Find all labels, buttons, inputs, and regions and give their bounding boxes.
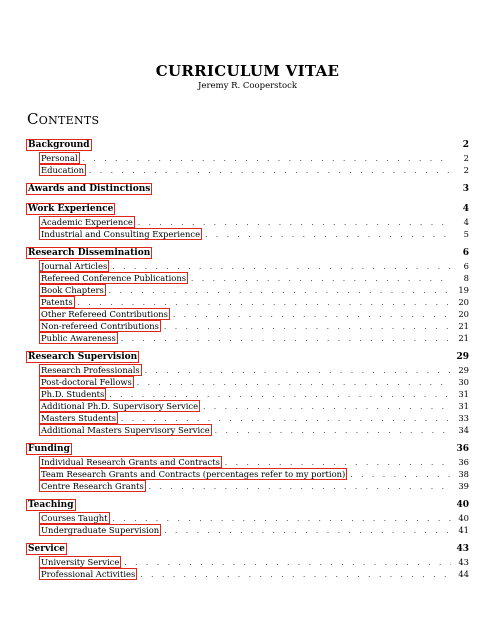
toc-link[interactable]: Undergraduate Supervision [41,525,160,535]
toc-section [27,498,469,536]
toc-subsection-entry[interactable] [27,480,469,492]
toc-link[interactable]: Masters Students [41,413,117,423]
page-number: 2 [462,140,469,150]
page-number: 43 [458,557,469,567]
dot-leader [203,401,451,413]
toc-subsection-entry[interactable] [27,512,469,524]
toc-subsection-entry[interactable] [27,556,469,568]
toc-subsection-entry[interactable] [27,456,469,468]
toc-link[interactable]: Refereed Conference Publications [41,273,187,283]
dot-leader [137,377,451,389]
toc-link[interactable]: Additional Masters Supervisory Service [41,425,210,435]
page-number: 34 [458,425,469,435]
dot-leader [124,557,451,569]
dot-leader [113,513,451,525]
toc-subsection-entry[interactable] [27,424,469,436]
toc-link[interactable]: Academic Experience [41,217,133,227]
dot-leader [205,229,451,241]
toc-link[interactable]: Centre Research Grants [41,481,144,491]
page-number: 6 [463,261,469,271]
toc-link[interactable]: Professional Activities [41,569,136,579]
toc-link[interactable]: Additional Ph.D. Supervisory Service [41,401,199,411]
dot-leader [121,333,451,345]
toc-link[interactable]: Teaching [28,500,74,510]
dot-leader [215,425,451,437]
dot-leader [164,321,451,333]
toc-link[interactable]: University Service [41,557,120,567]
toc-subsection-entry[interactable] [27,296,469,308]
table-of-contents [27,138,469,586]
toc-subsection-entry[interactable] [27,272,469,284]
toc-section-entry[interactable] [27,498,469,512]
toc-section [27,350,469,436]
page-number: 33 [458,413,469,423]
toc-subsection-entry[interactable] [27,228,469,240]
page-number: 2 [463,165,469,175]
page-number: 44 [458,569,469,579]
dot-leader [173,309,451,321]
document-title: CURRICULUM VITAE [155,62,340,80]
toc-section-entry[interactable] [27,542,469,556]
page-number: 36 [456,444,469,454]
toc-link[interactable]: Service [28,544,65,554]
toc-link[interactable]: Individual Research Grants and Contracts [41,457,220,467]
toc-subsection-entry[interactable] [27,468,469,480]
toc-section [27,542,469,580]
toc-link[interactable]: Ph.D. Students [41,389,105,399]
toc-subsection-entry[interactable] [27,388,469,400]
toc-link[interactable]: Education [41,165,85,175]
toc-link[interactable]: Research Supervision [28,352,138,362]
toc-link[interactable]: Post-doctoral Fellows [41,377,132,387]
toc-link[interactable]: Work Experience [28,204,114,214]
toc-link[interactable]: Research Professionals [41,365,140,375]
dot-leader [149,481,451,493]
dot-leader [140,569,451,581]
toc-subsection-entry[interactable] [27,284,469,296]
toc-subsection-entry[interactable] [27,332,469,344]
toc-section-entry[interactable] [27,182,469,196]
page-number: 43 [456,544,469,554]
contents-heading: Contents [27,110,100,128]
toc-link[interactable]: Team Research Grants and Contracts (percentages refer to my portion) [41,469,346,479]
toc-subsection-entry[interactable] [27,568,469,580]
toc-subsection-entry[interactable] [27,412,469,424]
toc-link[interactable]: Courses Taught [41,513,108,523]
page-number: 31 [458,401,469,411]
page-number: 40 [458,513,469,523]
toc-link[interactable]: Industrial and Consulting Experience [41,229,201,239]
page-number: 30 [458,377,469,387]
page-number: 20 [458,297,469,307]
toc-section [27,182,469,196]
toc-link[interactable]: Awards and Distinctions [28,184,151,194]
dot-leader [83,153,451,165]
dot-leader [164,525,451,537]
toc-link[interactable]: Journal Articles [41,261,108,271]
dot-leader [191,273,451,285]
dot-leader [145,365,451,377]
toc-section-entry[interactable] [27,442,469,456]
toc-link[interactable]: Non-refereed Contributions [41,321,159,331]
page-number: 6 [462,248,469,258]
dot-leader [89,165,451,177]
page-number: 29 [458,365,469,375]
toc-link[interactable]: Background [28,140,90,150]
toc-link[interactable]: Funding [28,444,70,454]
document-author: Jeremy R. Cooperstock [198,81,297,91]
page-number: 5 [463,229,469,239]
toc-link[interactable]: Personal [41,153,78,163]
toc-subsection-entry[interactable] [27,260,469,272]
page-number: 38 [458,469,469,479]
toc-subsection-entry[interactable] [27,164,469,176]
toc-link[interactable]: Patents [41,297,73,307]
toc-section-entry[interactable] [27,202,469,216]
page-number: 21 [458,321,469,331]
toc-section [27,202,469,240]
page-number: 4 [462,204,469,214]
page-number: 4 [463,217,469,227]
toc-subsection-entry[interactable] [27,308,469,320]
page-number: 19 [458,285,469,295]
toc-section [27,442,469,492]
toc-section-entry[interactable] [27,246,469,260]
toc-section-entry[interactable] [27,350,469,364]
toc-link[interactable]: Other Refereed Contributions [41,309,168,319]
toc-subsection-entry[interactable] [27,152,469,164]
page-number: 41 [458,525,469,535]
page-number: 20 [458,309,469,319]
toc-subsection-entry[interactable] [27,524,469,536]
page-number: 39 [458,481,469,491]
toc-section-entry[interactable] [27,138,469,152]
page-number: 2 [463,153,469,163]
page-number: 21 [458,333,469,343]
toc-section [27,138,469,176]
toc-section [27,246,469,344]
page-number: 31 [458,389,469,399]
page-number: 29 [456,352,469,362]
toc-link[interactable]: Research Dissemination [28,248,151,258]
toc-link[interactable]: Book Chapters [41,285,104,295]
page-number: 3 [462,184,469,194]
toc-link[interactable]: Public Awareness [41,333,116,343]
toc-subsection-entry[interactable] [27,320,469,332]
toc-subsection-entry[interactable] [27,376,469,388]
page-number: 36 [458,457,469,467]
toc-subsection-entry[interactable] [27,216,469,228]
page-number: 8 [463,273,469,283]
toc-subsection-entry[interactable] [27,364,469,376]
dot-leader [350,469,451,481]
page-number: 40 [456,500,469,510]
dot-leader [109,285,451,297]
toc-subsection-entry[interactable] [27,400,469,412]
